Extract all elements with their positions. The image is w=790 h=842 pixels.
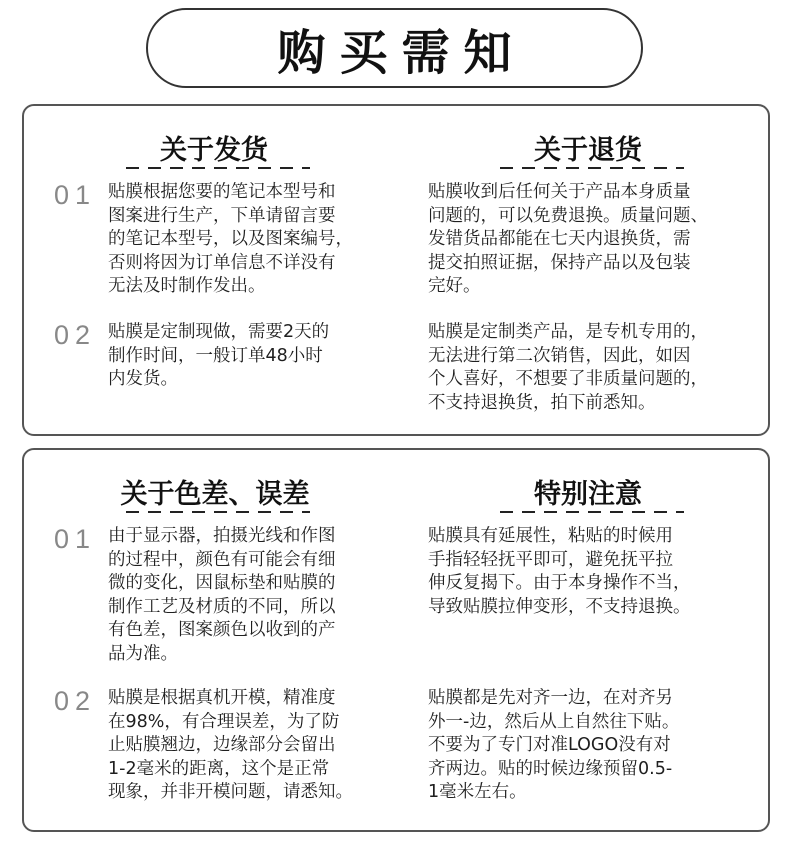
item-number: 02 xyxy=(54,686,97,716)
special-notice-heading: 特别注意 xyxy=(534,479,642,510)
heading-divider xyxy=(126,167,310,169)
color-difference-heading: 关于色差、误差 xyxy=(120,479,310,510)
shipping-paragraph-2: 贴膜是定制现做，需要2天的 制作时间，一般订单48小时 内发货。 xyxy=(108,322,330,389)
notice-paragraph-1: 贴膜具有延展性，粘贴的时候用 手指轻轻抚平即可，避免抚平拉 伸反复揭下。由于本身操作不当， 导致贴膜拉伸变形，不支持退换。 xyxy=(428,526,691,617)
item-number: 02 xyxy=(54,320,97,350)
item-number: 01 xyxy=(54,524,97,554)
item-number: 01 xyxy=(54,180,97,210)
panel-color-notes xyxy=(22,448,770,832)
returns-paragraph-2: 贴膜是定制类产品，是专机专用的， 无法进行第二次销售，因此，如因 个人喜好，不想要了非质量问题的， 不支持退换货，拍下前悉知。 xyxy=(428,322,708,413)
page-title: 购买需知 xyxy=(277,24,526,81)
title-banner xyxy=(146,8,643,88)
shipping-heading: 关于发货 xyxy=(160,135,268,166)
returns-heading: 关于退货 xyxy=(534,135,642,166)
shipping-paragraph-1: 贴膜根据您要的笔记本型号和 图案进行生产，下单请留言要 的笔记本型号，以及图案编号， 否则将因为订单信息不详没有 无法及时制作发出。 xyxy=(108,182,353,296)
heading-divider xyxy=(126,511,310,513)
panel-shipping-returns xyxy=(22,104,770,436)
color-paragraph-2: 贴膜是根据真机开模，精准度 在98%，有合理误差，为了防 止贴膜翘边，边缘部分会留出 1-2毫米的距离，这个是正常 现象，并非开模问题，请悉知。 xyxy=(108,688,353,802)
returns-paragraph-1: 贴膜收到后任何关于产品本身质量 问题的，可以免费退换。质量问题、 发错货品都能在七天内退换货，需 提交拍照证据，保持产品以及包装 完好。 xyxy=(428,182,708,296)
heading-divider xyxy=(500,167,684,169)
heading-divider xyxy=(500,511,684,513)
color-paragraph-1: 由于显示器，拍摄光线和作图 的过程中，颜色有可能会有细 微的变化，因鼠标垫和贴膜的 制作工艺及材质的不同，所以 有色差，图案颜色以收到的产 品为准。 xyxy=(108,526,336,664)
notice-paragraph-2: 贴膜都是先对齐一边，在对齐另 外一-边，然后从上自然往下贴。 不要为了专门对准LOGO没有对 齐两边。贴的时候边缘预留0.5- 1毫米左右。 xyxy=(428,688,680,802)
